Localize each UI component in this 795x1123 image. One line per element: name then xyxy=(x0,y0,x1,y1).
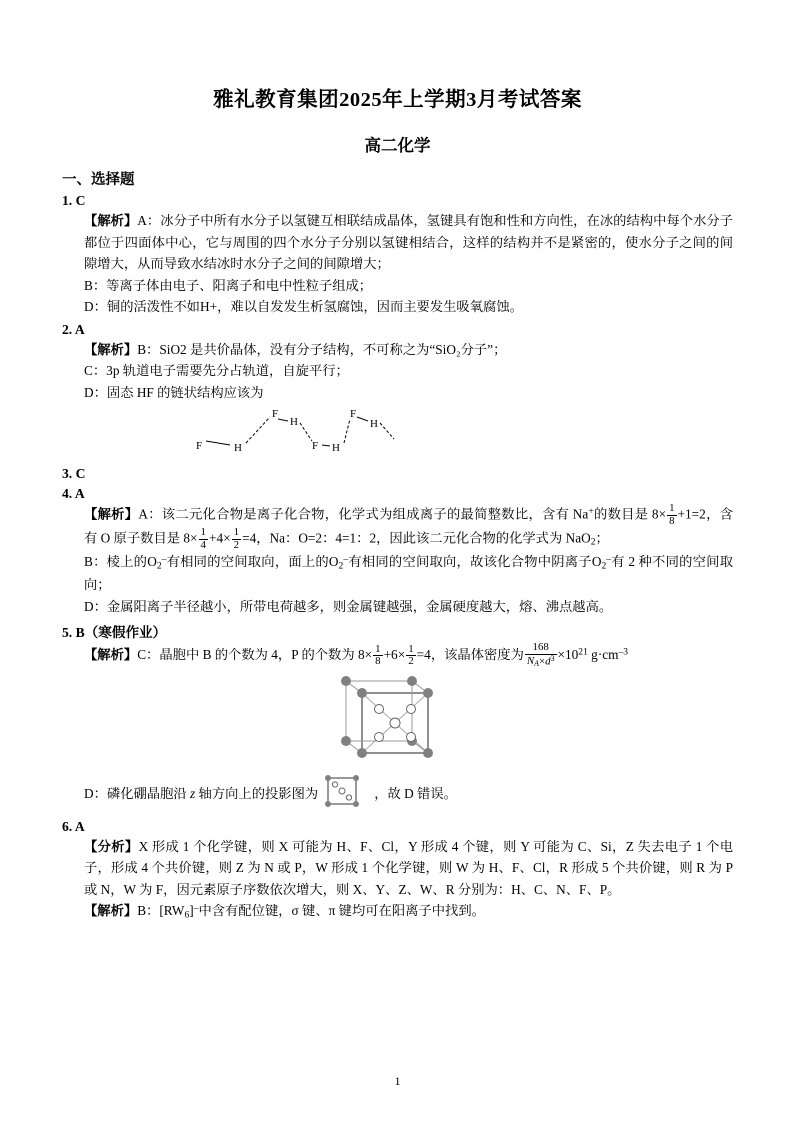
question-2-line-2: C：3p 轨道电子需要先分占轨道，自旋平行； xyxy=(84,363,349,379)
question-1-line-3: D：铜的活泼性不如H+，难以自发发生析氢腐蚀，因而主要发生吸氧腐蚀。 xyxy=(84,299,523,315)
svg-text:H: H xyxy=(332,442,340,455)
question-number-3: 3. C xyxy=(62,466,86,482)
page-subtitle: 高二化学 xyxy=(364,136,431,155)
question-2-line-1 xyxy=(62,339,733,361)
question-4-line-1: 【解析】A：该二元化合物是离子化合物，化学式为组成离子的最简整数比，含有 Na+的数目是 8× $\frac{1}{8}$ +1=2，含有 O 原子数目是 8× $\frac{1}{4}$ +4× $\frac{1}{2}$ =4，Na：O=2：4=1：2，因此该二元化合物的化学式为 NaO$_2$； xyxy=(84,502,733,551)
question-number-4: 4. A xyxy=(62,486,85,502)
unit-cell-figure xyxy=(62,673,733,770)
question-5-line-3: ，故 D 错误。 xyxy=(374,785,457,801)
analysis-text: A：冰分子中所有水分子以氢键互相联结成晶体，氢键具有饱和性和方向性，在冰的结构中每个水分子都位于四面体中心，它与周围的四个水分子分别以氢键相结合，这样的结构并不是紧密的，使水分子之间的间隙增大，从而导致水结冰时水分子之间的间隙增大； xyxy=(84,213,734,272)
question-4-line-3: D：金属阳离子半径越小，所带电荷越多，则金属键越强，金属硬度越大，熔、沸点越高。 xyxy=(84,598,613,614)
svg-text:H: H xyxy=(290,416,298,429)
page-number: 1 xyxy=(394,1074,401,1088)
projection-figure xyxy=(318,772,374,815)
analysis-label: 【解析】 xyxy=(84,341,138,357)
question-5-line-1: 【解析】C：晶胞中 B 的个数为 4，P 的个数为 8× $\frac{1}{8}$ +6× $\frac{1}{2}$ =4，该晶体密度为 $\frac{168}{N_A\times d^3}$ $\times 10^{21}$ $g\cdot cm^{-3}$ xyxy=(84,641,629,669)
analysis-label: 【解析】 xyxy=(84,647,138,663)
question-number-6: 6. A xyxy=(62,818,85,834)
svg-text:F: F xyxy=(350,408,357,421)
question-6-line-1 xyxy=(62,836,733,901)
svg-text:F: F xyxy=(312,440,319,453)
question-number-1: 1. C xyxy=(62,193,86,208)
hf-chain-figure xyxy=(62,405,733,462)
analysis-label: 【解析】 xyxy=(84,506,139,522)
question-4-line-2: B：棱上的$O_2^-$有相同的空间取向，面上的$O_2^-$有相同的空间取向，故该化合物中阴离子$O_2^-$有 2 种不同的空间取向； xyxy=(84,554,733,593)
question-1-line-2: B：等离子体由电子、阳离子和电中性粒子组成； xyxy=(84,277,373,293)
analysis-text: B：SiO2 是共价晶体，没有分子结构，不可称之为“SiO₂分子”； xyxy=(137,341,507,357)
explanation-label: 【解析】 xyxy=(84,903,138,919)
question-5-line-2-row xyxy=(62,772,733,815)
analysis-text: X 形成 1 个化学键，则 X 可能为 H、F、Cl，Y 形成 4 个键，则 Y 可能为 C、Si，Z 失去电子 1 个电子，形成 4 个共价键，则 Z 为 N 或 P，W 形成 1 个化学键，则 W 为 H、F、Cl，R 形成 5 个共价键，则 R 为 P 或 N，W 为 F，因元素原子序数依次增大，则 X、Y、Z、W、R 分别为：H、C、N、F、P。 xyxy=(84,838,734,897)
question-6-line-2: 【解析】B：$[RW_6]^-$中含有配位键，σ 键、π 键均可在阳离子中找到。 xyxy=(84,903,485,921)
page-title: 雅礼教育集团2025年上学期3月考试答案 xyxy=(213,89,582,111)
question-number-5: 5. B（寒假作业） xyxy=(62,625,167,641)
analysis-label: 【解析】 xyxy=(84,213,138,228)
svg-text:H: H xyxy=(370,418,378,431)
question-number-2: 2. A xyxy=(62,321,85,337)
question-1-line-1 xyxy=(62,210,733,275)
section-heading: 一、选择题 xyxy=(62,172,135,188)
question-5-line-2: D：磷化硼晶胞沿 z 轴方向上的投影图为 xyxy=(84,785,319,801)
svg-text:F: F xyxy=(196,440,203,453)
svg-text:F: F xyxy=(272,408,279,421)
question-2-line-3: D：固态 HF 的链状结构应该为 xyxy=(84,384,264,400)
analysis-label: 【分析】 xyxy=(84,838,139,854)
svg-text:H: H xyxy=(234,442,242,455)
